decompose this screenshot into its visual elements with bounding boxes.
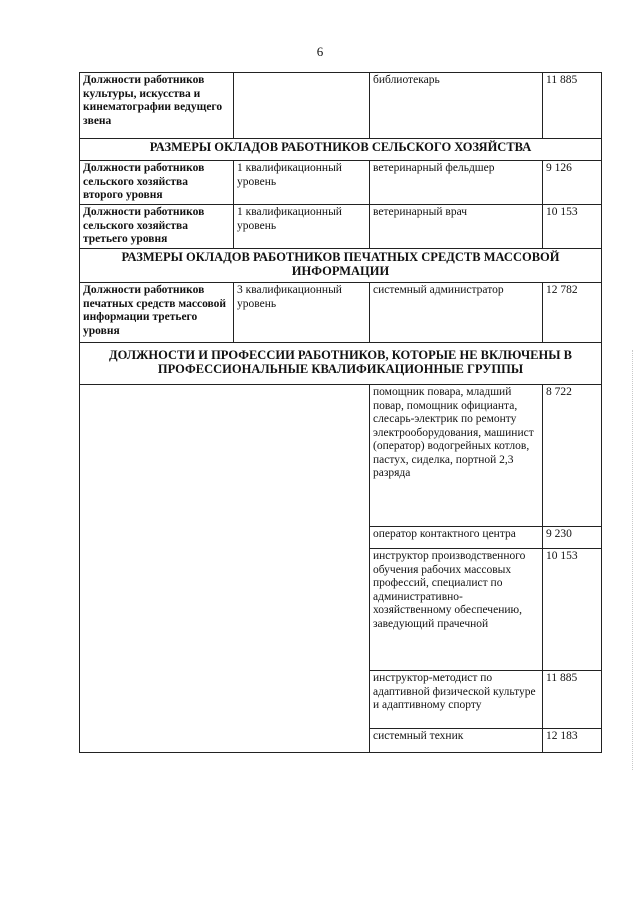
salary-cell: 9 126: [543, 161, 602, 205]
level-cell: [234, 73, 370, 139]
position-cell: ветеринарный врач: [370, 205, 543, 249]
salary-cell: 11 885: [543, 73, 602, 139]
table-row: [80, 205, 602, 249]
section-row: [80, 139, 602, 161]
salary-cell: 10 153: [543, 549, 602, 671]
group-cell: Должности работников печатных средств массовой информации третьего уровня: [80, 283, 234, 343]
level-cell: 1 квалификационный уровень: [234, 161, 370, 205]
table-row: [80, 161, 602, 205]
salary-cell: 12 782: [543, 283, 602, 343]
empty-merged-cell: [80, 385, 370, 753]
group-cell: Должности работников сельского хозяйства второго уровня: [80, 161, 234, 205]
section-row: [80, 343, 602, 385]
section-title: РАЗМЕРЫ ОКЛАДОВ РАБОТНИКОВ СЕЛЬСКОГО ХОЗЯЙСТВА: [80, 139, 602, 161]
position-cell: библиотекарь: [370, 73, 543, 139]
group-cell: Должности работников сельского хозяйства третьего уровня: [80, 205, 234, 249]
position-cell: системный техник: [370, 729, 543, 753]
position-cell: инструктор производственного обучения рабочих массовых профессий, специалист по административно-хозяйственному обеспечению, заведующий прачечной: [370, 549, 543, 671]
section-title: РАЗМЕРЫ ОКЛАДОВ РАБОТНИКОВ ПЕЧАТНЫХ СРЕДСТВ МАССОВОЙ ИНФОРМАЦИИ: [80, 249, 602, 283]
salary-cell: 11 885: [543, 671, 602, 729]
position-cell: помощник повара, младший повар, помощник официанта, слесарь-электрик по ремонту электрооборудования, машинист (оператор) водогрейных котлов, пастух, сиделка, портной 2,3 разряда: [370, 385, 543, 527]
position-cell: системный администратор: [370, 283, 543, 343]
salary-cell: 9 230: [543, 527, 602, 549]
table-row: [80, 385, 602, 527]
group-cell: Должности работников культуры, искусства и кинематографии ведущего звена: [80, 73, 234, 139]
salary-cell: 8 722: [543, 385, 602, 527]
section-title: ДОЛЖНОСТИ И ПРОФЕССИИ РАБОТНИКОВ, КОТОРЫЕ НЕ ВКЛЮЧЕНЫ В ПРОФЕССИОНАЛЬНЫЕ КВАЛИФИКАЦИОННЫЕ ГРУППЫ: [80, 343, 602, 385]
level-cell: 3 квалификационный уровень: [234, 283, 370, 343]
scan-margin-line: [632, 350, 634, 770]
table-row: [80, 73, 602, 139]
position-cell: ветеринарный фельдшер: [370, 161, 543, 205]
position-cell: инструктор-методист по адаптивной физической культуре и адаптивному спорту: [370, 671, 543, 729]
page-number: 6: [316, 44, 324, 59]
position-cell: оператор контактного центра: [370, 527, 543, 549]
table-row: [80, 283, 602, 343]
salary-cell: 10 153: [543, 205, 602, 249]
salary-table: [79, 72, 602, 753]
level-cell: 1 квалификационный уровень: [234, 205, 370, 249]
salary-cell: 12 183: [543, 729, 602, 753]
section-row: [80, 249, 602, 283]
